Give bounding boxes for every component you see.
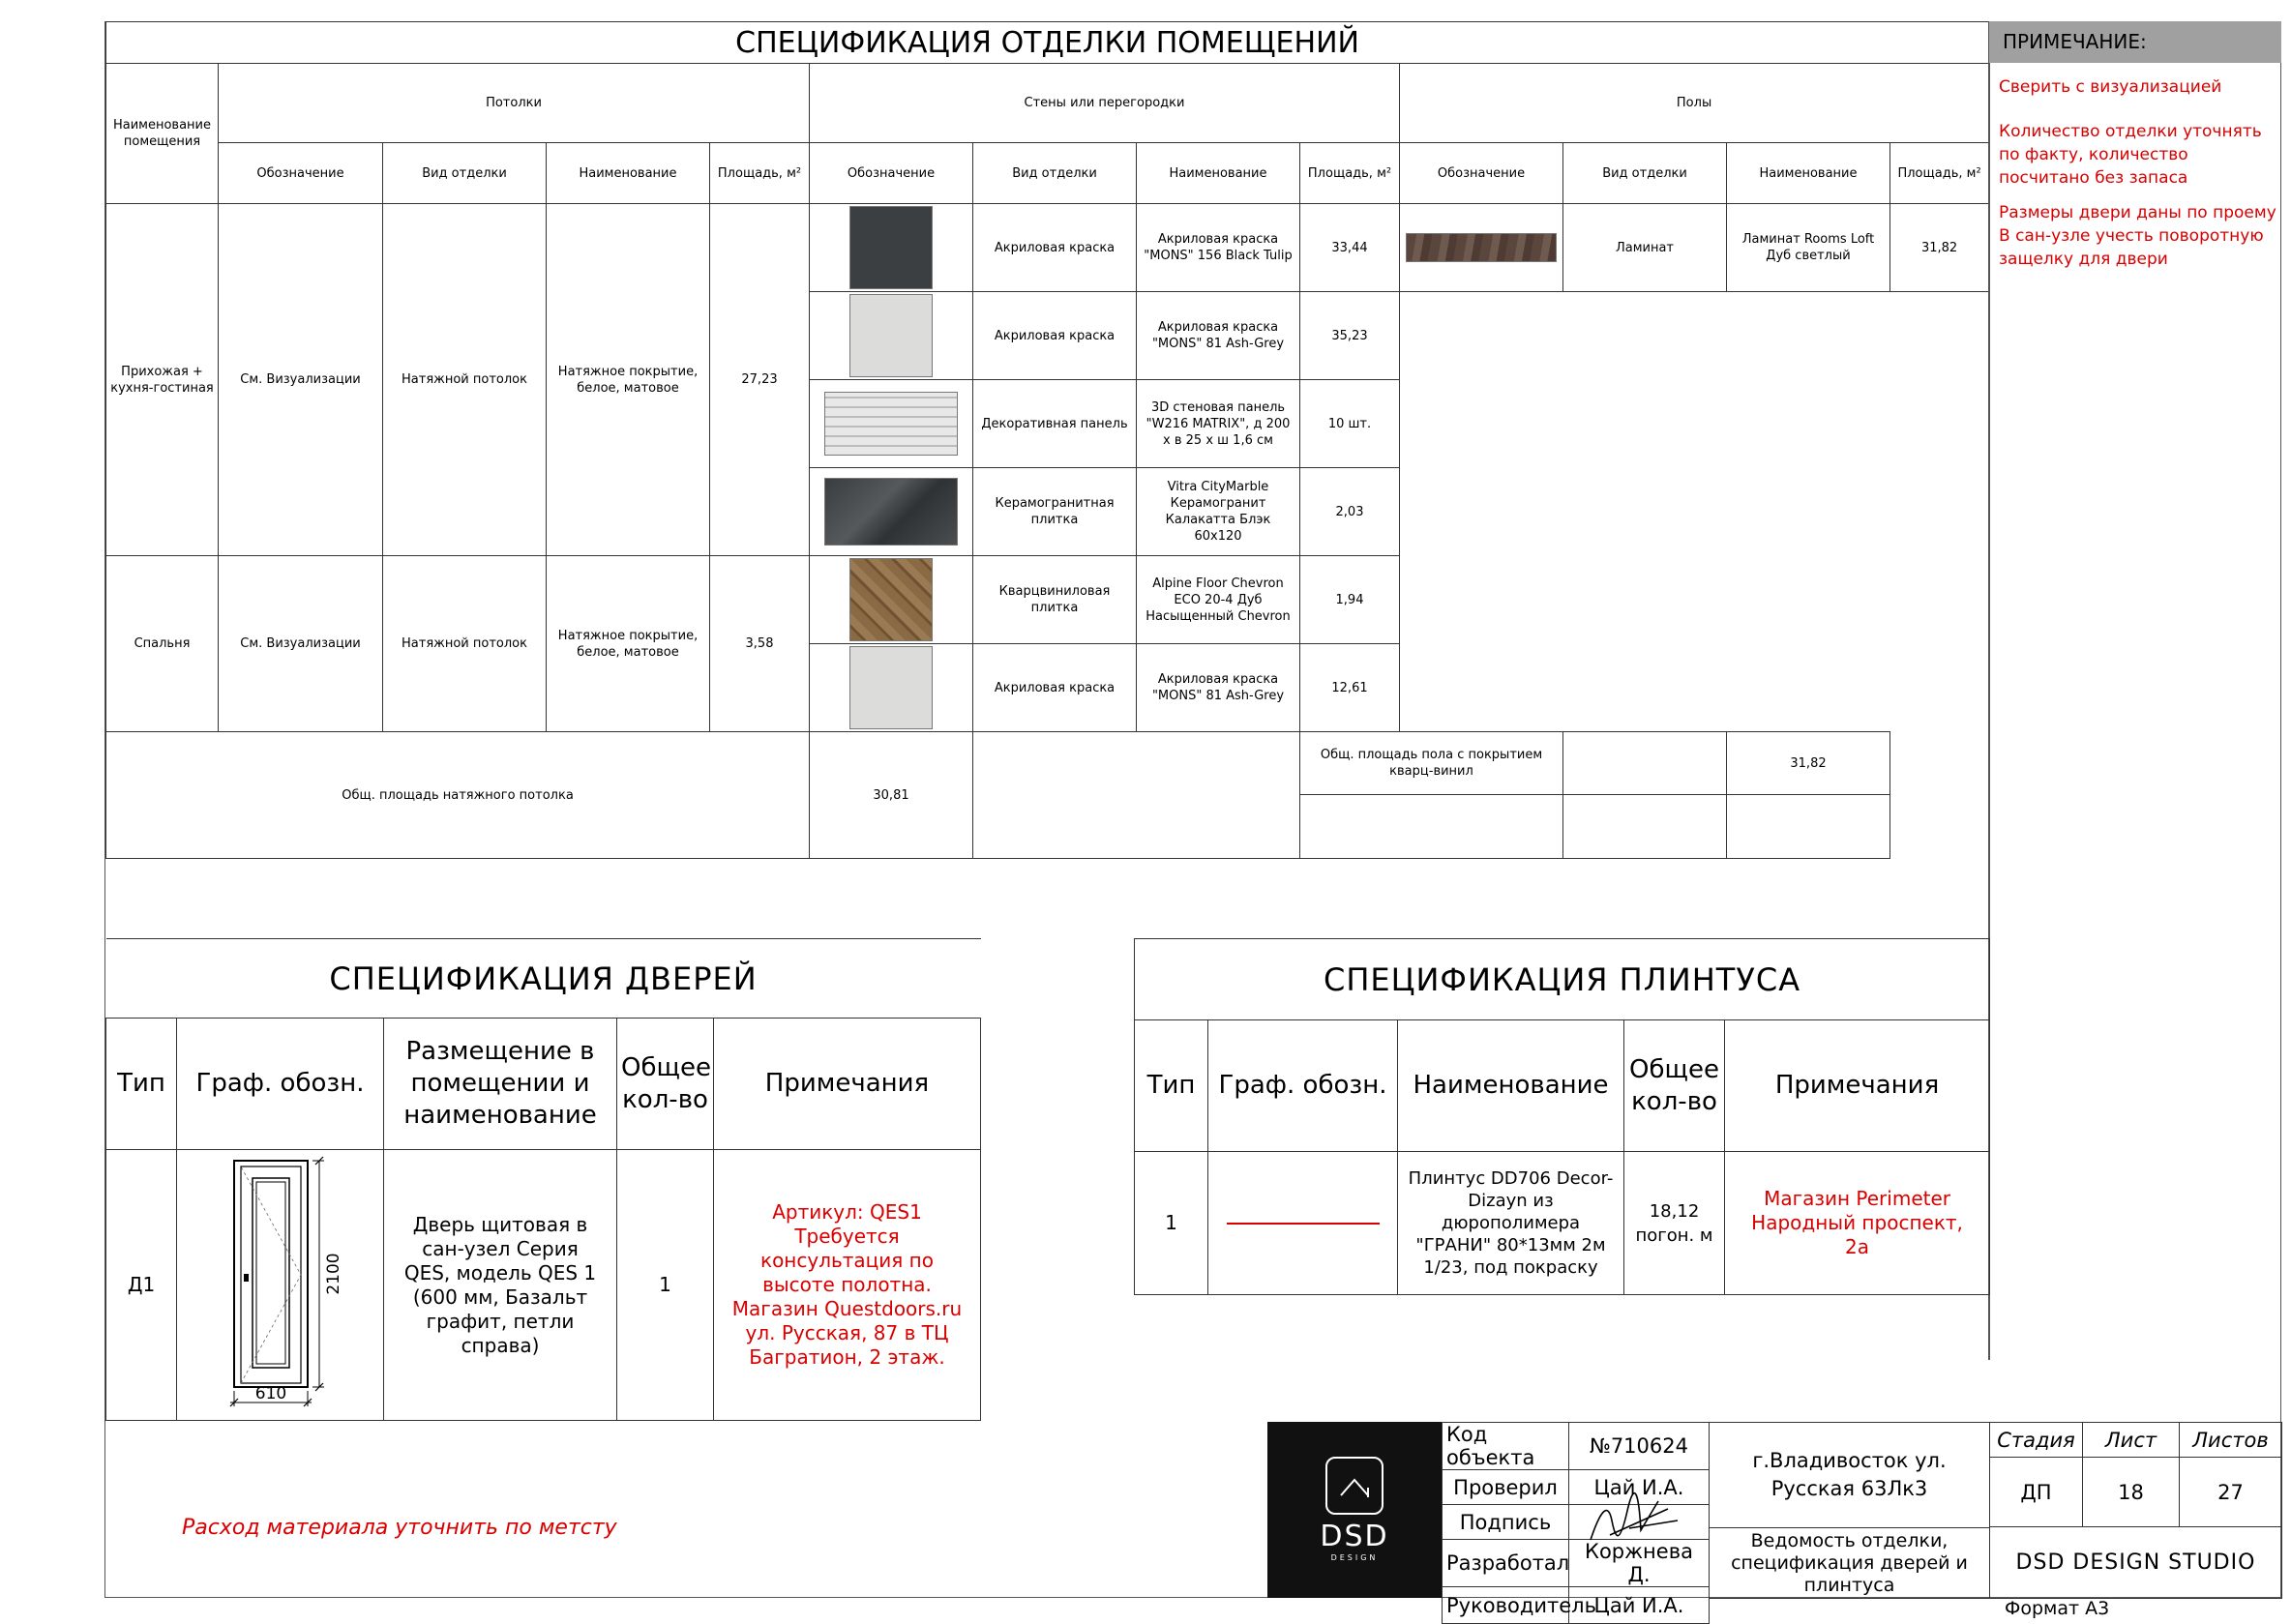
swatch-3d-panel xyxy=(824,392,958,456)
plinth-title: СПЕЦИФИКАЦИЯ ПЛИНТУСА xyxy=(1135,939,1990,1020)
ceiling-name: Натяжное покрытие, белое, матовое xyxy=(547,204,710,556)
wall-area: 1,94 xyxy=(1300,556,1400,644)
finish-spec-title: СПЕЦИФИКАЦИЯ ОТДЕЛКИ ПОМЕЩЕНИЙ xyxy=(106,22,1989,64)
plinth-header-type: Тип xyxy=(1135,1020,1208,1152)
wall-name: Акриловая краска "MONS" 81 Ash-Grey xyxy=(1137,644,1300,732)
finish-spec-table xyxy=(105,21,1989,859)
ceiling-area: 27,23 xyxy=(710,204,810,556)
note-item: Размеры двери даны по проему В сан-узле учесть поворотную защелку для двери xyxy=(1999,203,2276,269)
logo-subtext: DESIGN xyxy=(1330,1553,1379,1562)
paper-format: Формат А3 xyxy=(2005,1598,2110,1619)
wall-swatch xyxy=(810,644,973,732)
sub-finish-type: Вид отделки xyxy=(1563,143,1727,204)
group-ceilings: Потолки xyxy=(219,64,810,143)
door-name: Дверь щитовая в сан-узел Серия QES, модель QES 1 (600 мм, Базальт графит, петли справа) xyxy=(384,1150,617,1421)
wall-type: Керамогранитная плитка xyxy=(973,468,1137,556)
group-floors: Полы xyxy=(1400,64,1989,143)
doors-title: СПЕЦИФИКАЦИЯ ДВЕРЕЙ xyxy=(106,939,981,1019)
floor-area: 31,82 xyxy=(1890,204,1989,292)
notes-title: ПРИМЕЧАНИЕ: xyxy=(1989,21,2281,63)
total-ceiling-value: 30,81 xyxy=(810,732,973,859)
logo-house-icon xyxy=(1325,1457,1384,1515)
floor-type: Ламинат xyxy=(1563,204,1727,292)
wall-name: Акриловая краска "MONS" 156 Black Tulip xyxy=(1137,204,1300,292)
wall-name: Alpine Floor Chevron ECO 20-4 Дуб Насыщенный Chevron xyxy=(1137,556,1300,644)
tb-label: Код объекта xyxy=(1443,1423,1569,1470)
wall-name: 3D стеновая панель "W216 MATRIX", д 200 х в 25 х ш 1,6 см xyxy=(1137,380,1300,468)
wall-swatch xyxy=(810,468,973,556)
tb-label: Подпись xyxy=(1443,1505,1569,1540)
logo-text: DSD xyxy=(1320,1520,1389,1553)
title-block-people xyxy=(1442,1422,1710,1624)
wall-swatch xyxy=(810,292,973,380)
tb-sheet: 18 xyxy=(2083,1458,2180,1527)
wall-name: Vitra CityMarble Керамогранит Калакатта Блэк 60х120 xyxy=(1137,468,1300,556)
tb-stage: ДП xyxy=(1990,1458,2083,1527)
room-name: Прихожая + кухня-гостиная xyxy=(106,204,219,556)
swatch-chevron xyxy=(849,558,933,641)
ceiling-area: 3,58 xyxy=(710,556,810,732)
sub-designation: Обозначение xyxy=(1400,143,1563,204)
doors-header-qty: Общее кол-во xyxy=(617,1019,714,1150)
ceiling-type: Натяжной потолок xyxy=(383,204,547,556)
door-qty: 1 xyxy=(617,1150,714,1421)
wall-swatch xyxy=(810,204,973,292)
plinth-note: Магазин Perimeter Народный проспект, 2а xyxy=(1725,1152,1990,1295)
floor-swatch xyxy=(1400,204,1563,292)
door-dim-width: 610 xyxy=(254,1383,286,1403)
plinth-header-notes: Примечания xyxy=(1725,1020,1990,1152)
ceiling-designation: См. Визуализации xyxy=(219,556,383,732)
title-block-info xyxy=(1709,1422,2282,1599)
sub-designation: Обозначение xyxy=(219,143,383,204)
wall-area: 10 шт. xyxy=(1300,380,1400,468)
sub-name: Наименование xyxy=(1727,143,1890,204)
plinth-header-qty: Общее кол-во xyxy=(1624,1020,1725,1152)
ceiling-type: Натяжной потолок xyxy=(383,556,547,732)
doors-header-type: Тип xyxy=(106,1019,177,1150)
total-floor-empty xyxy=(1563,732,1727,795)
sub-designation: Обозначение xyxy=(810,143,973,204)
group-walls: Стены или перегородки xyxy=(810,64,1400,143)
sub-area: Площадь, м² xyxy=(1890,143,1989,204)
swatch-black-tulip xyxy=(849,206,933,289)
note-item: Сверить с визуализацией xyxy=(1999,77,2222,97)
wall-area: 33,44 xyxy=(1300,204,1400,292)
door-type: Д1 xyxy=(106,1150,177,1421)
ceiling-designation: См. Визуализации xyxy=(219,204,383,556)
sub-area: Площадь, м² xyxy=(1300,143,1400,204)
doors-header-notes: Примечания xyxy=(714,1019,981,1150)
sub-finish-type: Вид отделки xyxy=(973,143,1137,204)
door-note: Артикул: QES1 Требуется консультация по высоте полотна. Магазин Questdoors.ru ул. Русская, 87 в ТЦ Багратион, 2 этаж. xyxy=(714,1150,981,1421)
tb-label: Разработал xyxy=(1443,1540,1569,1587)
total-floor-empty xyxy=(1563,795,1727,859)
total-floor-label: Общ. площадь пола с покрытием кварц-винил xyxy=(1300,732,1563,795)
tb-value: Цай И.А. xyxy=(1569,1470,1710,1505)
sub-name: Наименование xyxy=(1137,143,1300,204)
wall-area: 2,03 xyxy=(1300,468,1400,556)
wall-area: 12,61 xyxy=(1300,644,1400,732)
wall-swatch xyxy=(810,380,973,468)
plinth-line xyxy=(1227,1223,1380,1225)
material-remark: Расход материала уточнить по метсту xyxy=(182,1516,617,1540)
note-item: Количество отделки уточнять по факту, количество посчитано без запаса xyxy=(1999,122,2262,188)
logo-block xyxy=(1267,1422,1442,1598)
door-dim-height: 2100 xyxy=(323,1252,343,1295)
wall-area: 35,23 xyxy=(1300,292,1400,380)
room-name: Спальня xyxy=(106,556,219,732)
doors-header-graphic: Граф. обозн. xyxy=(177,1019,384,1150)
tb-address: г.Владивосток ул. Русская 63Лк3 xyxy=(1710,1423,1990,1528)
wall-name: Акриловая краска "MONS" 81 Ash-Grey xyxy=(1137,292,1300,380)
tb-value: Цай И.А. xyxy=(1569,1587,1710,1624)
plinth-qty: 18,12 погон. м xyxy=(1624,1152,1725,1295)
floor-name: Ламинат Rooms Loft Дуб светлый xyxy=(1727,204,1890,292)
wall-type: Акриловая краска xyxy=(973,204,1137,292)
tb-header-stage: Стадия xyxy=(1990,1423,2083,1458)
wall-type: Акриловая краска xyxy=(973,292,1137,380)
ceiling-name: Натяжное покрытие, белое, матовое xyxy=(547,556,710,732)
total-floor-empty xyxy=(1727,795,1890,859)
tb-value: №710624 xyxy=(1569,1423,1710,1470)
tb-label: Проверил xyxy=(1443,1470,1569,1505)
signature-cell xyxy=(1569,1505,1710,1540)
tb-studio: DSD DESIGN STUDIO xyxy=(1990,1527,2282,1599)
plinth-type: 1 xyxy=(1135,1152,1208,1295)
swatch-laminate xyxy=(1406,233,1557,262)
tb-sheet-title: Ведомость отделки, спецификация дверей и плинтуса xyxy=(1710,1528,1990,1599)
plinth-name: Плинтус DD706 Decor-Dizayn из дюрополимера "ГРАНИ" 80*13мм 2м 1/23, под покраску xyxy=(1398,1152,1624,1295)
floor-empty xyxy=(1400,292,1989,732)
wall-type: Акриловая краска xyxy=(973,644,1137,732)
swatch-ash-grey xyxy=(849,646,933,729)
walls-total-empty xyxy=(973,732,1300,859)
signature-icon xyxy=(1571,1491,1707,1550)
wall-type: Декоративная панель xyxy=(973,380,1137,468)
tb-sheets: 27 xyxy=(2180,1458,2282,1527)
swatch-marble xyxy=(824,478,958,546)
doors-header-placement: Размещение в помещении и наименование xyxy=(384,1019,617,1150)
wall-type: Кварцвиниловая плитка xyxy=(973,556,1137,644)
door-drawing xyxy=(179,1153,382,1414)
wall-swatch xyxy=(810,556,973,644)
plinth-header-name: Наименование xyxy=(1398,1020,1624,1152)
tb-header-sheet: Лист xyxy=(2083,1423,2180,1458)
door-graphic xyxy=(177,1150,384,1421)
swatch-ash-grey xyxy=(849,294,933,377)
plinth-header-graphic: Граф. обозн. xyxy=(1208,1020,1398,1152)
total-floor-empty xyxy=(1300,795,1563,859)
plinth-graphic xyxy=(1208,1152,1398,1295)
plinth-spec-table xyxy=(1134,938,1990,1295)
tb-value: Коржнева Д. xyxy=(1569,1540,1710,1587)
sub-area: Площадь, м² xyxy=(710,143,810,204)
tb-header-sheets: Листов xyxy=(2180,1423,2282,1458)
total-floor-value: 31,82 xyxy=(1727,732,1890,795)
doors-spec-table xyxy=(105,938,981,1421)
sub-name: Наименование xyxy=(547,143,710,204)
sub-finish-type: Вид отделки xyxy=(383,143,547,204)
col-room-name: Наименование помещения xyxy=(106,64,219,204)
total-ceiling-label: Общ. площадь натяжного потолка xyxy=(106,732,810,859)
tb-label: Руководитель xyxy=(1443,1587,1569,1624)
